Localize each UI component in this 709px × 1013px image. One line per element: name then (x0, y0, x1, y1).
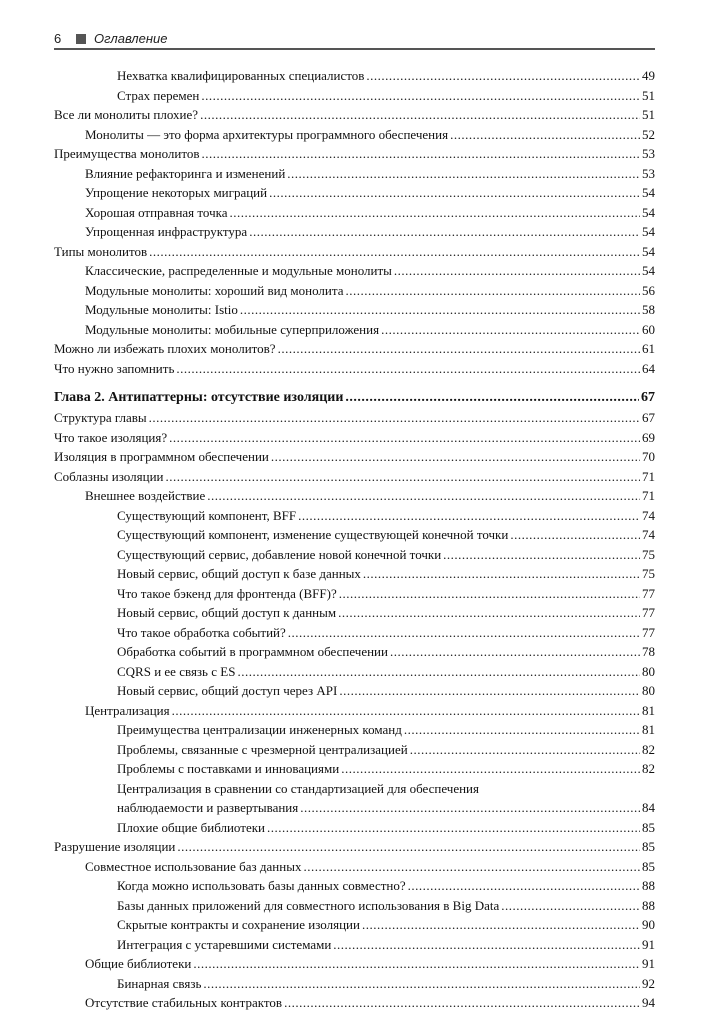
toc-entry-page: 85 (642, 819, 655, 835)
dot-leader (278, 339, 640, 359)
toc-entry[interactable] (54, 623, 655, 643)
dot-leader (339, 681, 640, 701)
toc-entry-page: 75 (642, 546, 655, 562)
toc-entry-page: 82 (642, 761, 655, 776)
toc-entry[interactable] (54, 506, 655, 526)
toc-entry[interactable] (54, 183, 655, 203)
toc-entry-page: 82 (642, 741, 655, 757)
toc-entry-page: 67 (641, 390, 655, 405)
toc-entry-page: 90 (642, 917, 655, 932)
toc-entry[interactable] (54, 759, 655, 779)
toc-entry-title: Существующий компонент, изменение существующей конечной точки (117, 527, 509, 542)
toc-entry[interactable] (54, 701, 655, 721)
toc-entry[interactable] (54, 545, 655, 565)
toc-entry-page: 49 (642, 68, 655, 83)
toc-entry-title: Новый сервис, общий доступ к базе данных (117, 566, 361, 581)
toc-entry-page: 78 (642, 644, 655, 659)
dot-leader (176, 359, 640, 379)
toc-entry-page: 56 (642, 282, 655, 298)
dot-leader (394, 261, 640, 281)
dot-leader (339, 584, 640, 604)
toc-entry[interactable] (54, 164, 655, 184)
toc-entry[interactable] (54, 798, 655, 818)
toc-entry-title: Можно ли избежать плохих монолитов? (54, 341, 276, 356)
dot-leader (165, 467, 640, 487)
toc-entry-title: наблюдаемости и развертывания (117, 800, 299, 815)
toc-entry-title: Общие библиотеки (85, 956, 192, 971)
toc-entry-page: 92 (642, 975, 655, 991)
toc-entry-title: Монолиты — это форма архитектуры программного обеспечения (85, 126, 449, 142)
toc-entry-page: 74 (642, 507, 655, 523)
toc-entry-page: 74 (642, 527, 655, 542)
toc-entry[interactable] (54, 261, 655, 281)
page-number: 6 (54, 31, 62, 46)
toc-entry[interactable] (54, 974, 655, 994)
toc-entry[interactable] (54, 525, 655, 545)
toc-entry-title: Преимущества централизации инженерных команд (117, 722, 402, 737)
dot-leader (404, 720, 640, 740)
toc-entry[interactable] (54, 125, 655, 145)
toc-entry[interactable] (54, 105, 655, 125)
toc-entry[interactable] (54, 896, 655, 916)
dot-leader (177, 837, 640, 857)
toc-entry[interactable] (54, 242, 655, 262)
dot-leader (366, 66, 640, 86)
dot-leader (271, 447, 640, 467)
dot-leader (345, 281, 640, 301)
dot-leader (345, 387, 639, 408)
dot-leader (303, 857, 640, 877)
toc-entry-title: Проблемы, связанные с чрезмерной централизацией (117, 741, 408, 757)
dot-leader (249, 222, 640, 242)
toc-entry-title: Скрытые контракты и сохранение изоляции (117, 917, 360, 932)
toc-entry-title: Плохие общие библиотеки (117, 819, 265, 835)
toc-entry-title: Страх перемен (117, 87, 200, 103)
toc-entry-page: 58 (642, 302, 655, 317)
toc-entry-title: Типы монолитов (54, 243, 148, 259)
toc-entry-title: Влияние рефакторинга и изменений (85, 165, 286, 181)
toc-entry-title: Обработка событий в программном обеспечении (117, 644, 388, 659)
toc-entry-title: Что такое бэкенд для фронтенда (BFF)? (117, 585, 337, 601)
toc-entry[interactable] (54, 642, 655, 662)
toc-entry-page: 88 (642, 878, 655, 893)
toc-entry-title: CQRS и ее связь с ES (117, 663, 236, 679)
toc-entry[interactable] (54, 954, 655, 974)
dot-leader (200, 105, 640, 125)
toc-entry[interactable] (54, 857, 655, 877)
toc-entry-title: Изоляция в программном обеспечении (54, 449, 269, 464)
toc-entry-title: Модульные монолиты: Istio (85, 302, 238, 317)
toc-entry[interactable] (54, 837, 655, 857)
toc-entry-title: Новый сервис, общий доступ к данным (117, 605, 337, 620)
toc-entry[interactable] (54, 486, 655, 506)
toc-entry[interactable] (54, 818, 655, 838)
toc-entry[interactable] (54, 408, 655, 428)
toc-entry-page: 88 (642, 897, 655, 913)
toc-entry-page: 75 (642, 566, 655, 581)
toc-entry-title: Классические, распределенные и модульные монолиты (85, 263, 392, 278)
toc-entry-page: 80 (642, 683, 655, 698)
dot-leader (300, 798, 640, 818)
toc-entry-page: 71 (642, 488, 655, 503)
dot-leader (288, 623, 640, 643)
dot-leader (207, 486, 640, 506)
toc-entry-title: Разрушение изоляции (54, 839, 176, 854)
toc-entry[interactable] (54, 662, 655, 682)
toc-entry-title: Централизация (85, 702, 170, 718)
toc-entry-page: 91 (642, 956, 655, 971)
toc-entry-page: 85 (642, 858, 655, 874)
dot-leader (269, 183, 640, 203)
dot-leader (149, 242, 640, 262)
dot-leader (408, 876, 640, 896)
toc-entry-page: 54 (642, 224, 655, 239)
toc-entry-page: 53 (642, 146, 655, 161)
dot-leader (450, 125, 640, 145)
toc-entry-title: Преимущества монолитов (54, 146, 200, 161)
toc-entry-title: Отсутствие стабильных контрактов (85, 995, 283, 1010)
toc-entry-page: 64 (642, 360, 655, 376)
toc-entry[interactable] (54, 720, 655, 740)
toc-entry-title: Что такое обработка событий? (117, 624, 286, 640)
toc-entry-title: Соблазны изоляции (54, 468, 164, 484)
dot-leader (338, 603, 640, 623)
toc-entry-title: Что такое изоляция? (54, 429, 168, 445)
dot-leader (230, 203, 640, 223)
toc-entry[interactable] (54, 681, 655, 701)
toc-entry-page: 52 (642, 126, 655, 142)
toc-entry-page: 60 (642, 321, 655, 337)
dot-leader (362, 915, 640, 935)
header-title: Оглавление (94, 31, 168, 46)
toc-entry[interactable] (54, 603, 655, 623)
dot-leader (381, 320, 640, 340)
toc-entry-title: Внешнее воздействие (85, 488, 206, 503)
dot-leader (201, 86, 640, 106)
toc-entry-page: 81 (642, 702, 655, 718)
dot-leader (202, 144, 641, 164)
toc-entry-title: Бинарная связь (117, 975, 202, 991)
toc-entry-title: Нехватка квалифицированных специалистов (117, 68, 365, 83)
toc-entry-title: Существующий компонент, BFF (117, 507, 297, 523)
dot-leader (240, 300, 640, 320)
toc-entry-title: Все ли монолиты плохие? (54, 107, 199, 122)
toc-entry-title: Базы данных приложений для совместного использования в Big Data (117, 897, 500, 913)
toc-entry[interactable] (54, 144, 655, 164)
toc-entry-page: 69 (642, 429, 655, 445)
dot-leader (363, 564, 640, 584)
toc-entry-page: 77 (642, 605, 655, 620)
toc-entry[interactable] (54, 876, 655, 896)
dot-leader (193, 954, 640, 974)
toc-entry[interactable] (54, 203, 655, 223)
toc-entry[interactable] (54, 359, 655, 379)
toc-entry-page: 80 (642, 663, 655, 679)
dot-leader (410, 740, 640, 760)
toc-entry[interactable] (54, 584, 655, 604)
toc-entry-page: 54 (642, 243, 655, 259)
toc-entry-page: 61 (642, 341, 655, 356)
toc-entry-title: Модульные монолиты: мобильные суперприложения (85, 321, 380, 337)
toc-entry-title: Упрощение некоторых миграций (85, 185, 268, 200)
toc-entry-title: Глава 2. Антипаттерны: отсутствие изоляции (54, 390, 344, 405)
toc-entry[interactable] (54, 222, 655, 242)
toc-entry-page: 54 (642, 185, 655, 200)
toc-entry-page: 85 (642, 839, 655, 854)
dot-leader (284, 993, 640, 1013)
toc-entry-page: 81 (642, 722, 655, 737)
toc-entry-page: 51 (642, 107, 655, 122)
toc-entry-line[interactable]: Централизация в сравнении со стандартизацией для обеспечения (117, 780, 479, 796)
dot-leader (341, 759, 640, 779)
toc-entry-title: Существующий сервис, добавление новой конечной точки (117, 546, 442, 562)
dot-leader (333, 935, 640, 955)
toc-entry-page: 53 (642, 165, 655, 181)
toc-entry-page: 77 (642, 624, 655, 640)
toc-entry[interactable] (54, 300, 655, 320)
dot-leader (203, 974, 640, 994)
dot-leader (237, 662, 640, 682)
dot-leader (169, 428, 640, 448)
toc-entry-page: 54 (642, 204, 655, 220)
dot-leader (298, 506, 640, 526)
toc-entry[interactable] (54, 935, 655, 955)
toc-entry-title: Когда можно использовать базы данных совместно? (117, 878, 406, 893)
dot-leader (287, 164, 640, 184)
toc-entry-page: 77 (642, 585, 655, 601)
dot-leader (501, 896, 640, 916)
toc-entry[interactable] (54, 66, 655, 86)
toc-entry-title: Хорошая отправная точка (85, 204, 228, 220)
toc-entry-page: 84 (642, 800, 655, 815)
toc-entry[interactable] (54, 86, 655, 106)
toc-entry-title: Модульные монолиты: хороший вид монолита (85, 282, 344, 298)
toc-entry-title: Структура главы (54, 410, 147, 425)
toc-entry-title: Интеграция с устаревшими системами (117, 936, 332, 952)
dot-leader (510, 525, 640, 545)
toc-entry[interactable] (54, 467, 655, 487)
toc-entry-page: 70 (642, 449, 655, 464)
table-of-contents (54, 66, 655, 1013)
toc-entry[interactable] (54, 281, 655, 301)
dot-leader (172, 701, 640, 721)
toc-entry[interactable] (54, 740, 655, 760)
dot-leader (149, 408, 640, 428)
toc-entry[interactable] (54, 447, 655, 467)
toc-entry[interactable] (54, 320, 655, 340)
toc-entry-title: Проблемы с поставками и инновациями (117, 761, 340, 776)
running-header (54, 30, 655, 50)
toc-entry[interactable] (54, 339, 655, 359)
header-square-marker (76, 34, 86, 44)
toc-entry-page: 71 (642, 468, 655, 484)
toc-entry-page: 51 (642, 87, 655, 103)
toc-entry[interactable] (54, 993, 655, 1013)
toc-entry-title: Совместное использование баз данных (85, 858, 302, 874)
toc-entry-page: 67 (642, 410, 655, 425)
toc-chapter-entry[interactable] (54, 387, 655, 408)
toc-entry-page: 91 (642, 936, 655, 952)
toc-entry[interactable] (54, 428, 655, 448)
dot-leader (390, 642, 640, 662)
dot-leader (443, 545, 640, 565)
toc-entry-page: 94 (642, 995, 655, 1010)
toc-entry-page: 54 (642, 263, 655, 278)
toc-entry[interactable] (54, 915, 655, 935)
toc-entry[interactable] (54, 564, 655, 584)
toc-entry-title: Новый сервис, общий доступ через API (117, 683, 338, 698)
dot-leader (267, 818, 640, 838)
toc-entry-title: Упрощенная инфраструктура (85, 224, 248, 239)
toc-entry-title: Что нужно запомнить (54, 360, 175, 376)
